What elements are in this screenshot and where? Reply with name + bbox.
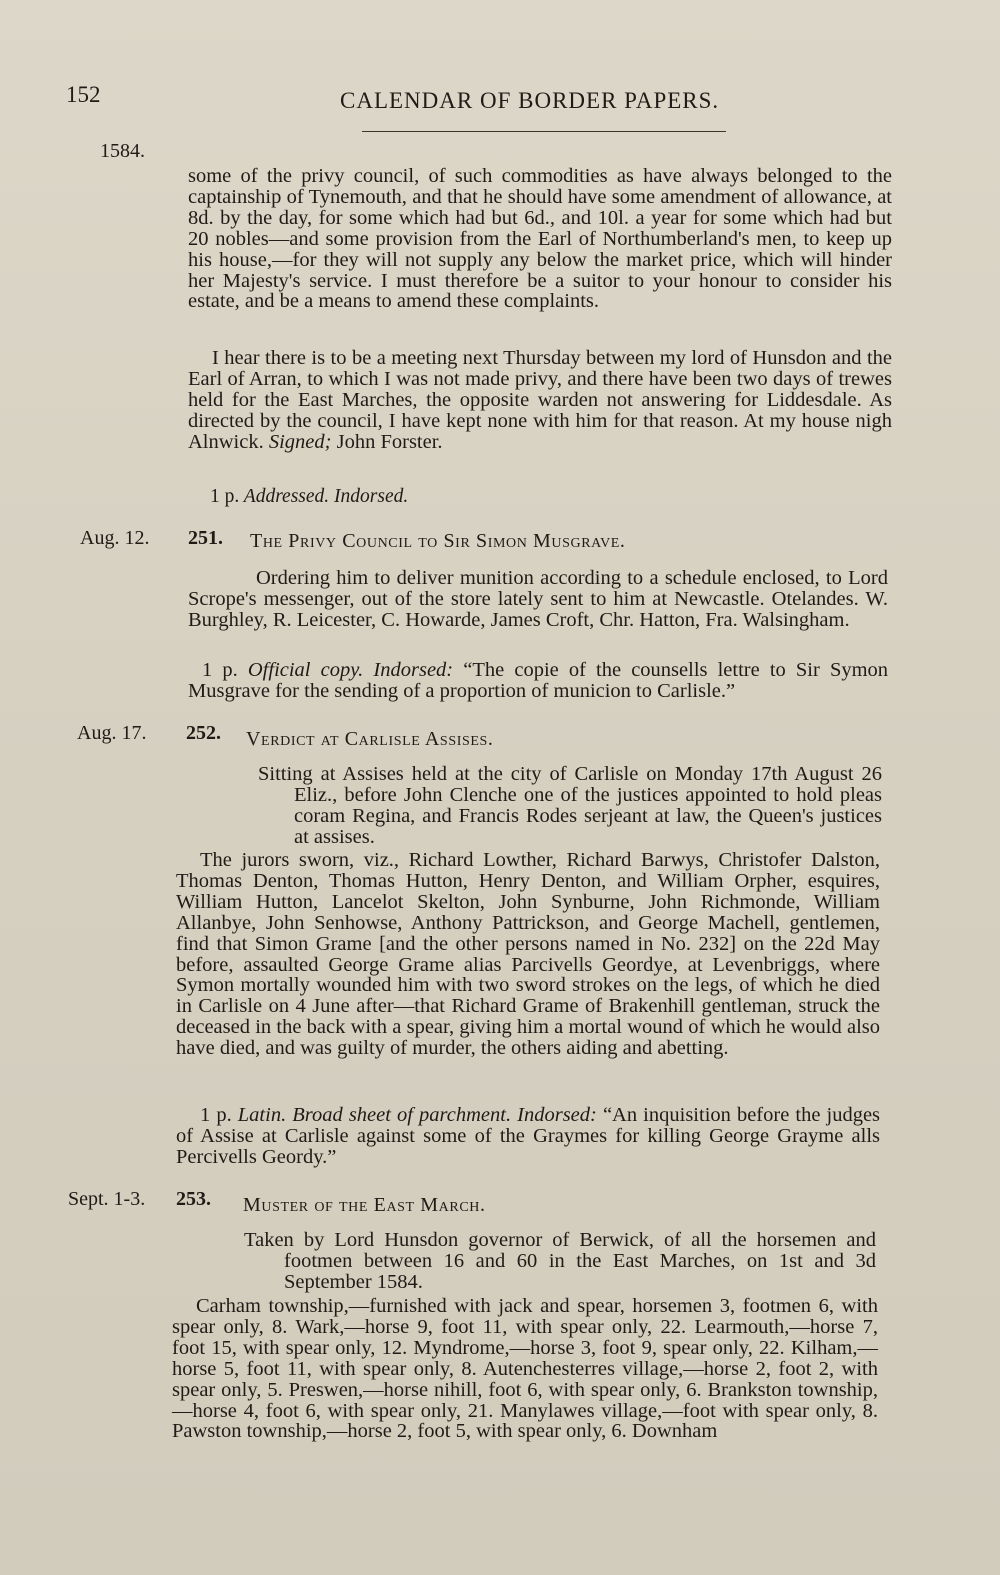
page-number: 152: [66, 82, 101, 107]
margin-year: 1584.: [100, 140, 145, 162]
signed-label: Signed;: [268, 430, 332, 453]
entry-252-body: The jurors sworn, viz., Richard Lowther, Richard Barwys, Christofer Dalston, Thomas Denton, Thomas Hutton, Henry Denton, and William Orpher, esquires, William Hutton, Lancelot Skelton, John Synburne, John Richmonde, William Allanbye, John Senhowse, Anthony Pattrickson, and George Machell, gentlemen, find that Simon Grame [and the other persons named in No. 232] on the 22d May before, assaulted George Grame alias Parcivells Geordye, at Levenbriggs, where Symon mortally wounded him with two sword strokes on the legs, of which he died in Carlisle on 4 June after—that Richard Grame of Brakenhill gentleman, struck the deceased in the back with a spear, giving him a mortal wound of which he would also have died, and was guilty of murder, the others aiding and abetting.: [176, 849, 880, 1060]
entry-251-number: 251.: [188, 527, 223, 549]
entry-251-title: The Privy Council to Sir Simon Musgrave.: [250, 530, 626, 552]
entry-252-note-label: Latin. Broad sheet of parchment. Indorsed:: [237, 1104, 597, 1126]
intro-note-text: Addressed. Indorsed.: [243, 486, 409, 507]
intro-note: [210, 487, 890, 508]
entry-251-note-quote: “The copie of the counsells lettre to Sir Symon Musgrave for the sending of a proportion of municion to Carlisle.”: [188, 659, 889, 702]
signed-name: John Forster.: [336, 430, 443, 453]
entry-253-body: Carham township,—furnished with jack and spear, horsemen 3, footmen 6, with spear only, 8. Wark,—horse 9, foot 11, with spear only, 22. Learmouth,—horse 7, foot 15, with spear only, 12. Myndrome,—horse 3, foot 9, spear only, 22. Kilham,—horse 5, foot 11, with spear only, 8. Autenchesterres village,—horse 2, foot 2, with spear only, 5. Preswen,—horse nihill, foot 6, with spear only, 6. Brankston township,—horse 4, foot 6, with spear only, 21. Manylawes village,—foot with spear only, 8. Pawston township,—horse 2, foot 5, with spear only, 6. Downham: [172, 1295, 878, 1443]
entry-252-note-prefix: 1 p.: [200, 1104, 232, 1126]
entry-252-note: [176, 1105, 880, 1168]
intro-note-pages: 1 p.: [210, 486, 240, 507]
header-rule: [362, 131, 726, 132]
intro-paragraph-2-text: I hear there is to be a meeting next Thursday between my lord of Hunsdon and the Earl of Arran, to which I was not made privy, and there have been two days of trewes held for the East Marches, the opposite warden not answering for Liddesdale. As directed by the council, I have kept none with him for that reason. At my house nigh Alnwick.: [188, 347, 892, 453]
entry-253-title: Muster of the East March.: [243, 1194, 486, 1216]
entry-253-date: Sept. 1-3.: [68, 1188, 146, 1210]
entry-252-date: Aug. 17.: [77, 722, 147, 744]
running-title: CALENDAR OF BORDER PAPERS.: [340, 88, 720, 113]
entry-253-number: 253.: [176, 1188, 211, 1210]
intro-paragraph-2: [188, 348, 892, 453]
entry-251-note: [188, 660, 888, 702]
intro-paragraph-1: some of the privy council, of such commodities as have always belonged to the captainship of Tynemouth, and that he should have some amendment of allowance, at 8d. by the day, for some which had but 6d., and 10l. a year for some which had but 20 nobles—and some provision from the Earl of Northumberland's men, to keep up his house,—for they will not supply any below the market price, which will hinder her Majesty's service. I must therefore be a suitor to your honour to consider his estate, and be a means to amend these complaints.: [188, 165, 892, 313]
entry-251-note-label: Official copy. Indorsed:: [247, 659, 454, 681]
entry-251-date: Aug. 12.: [80, 527, 150, 549]
entry-251-note-prefix: 1 p.: [202, 659, 238, 681]
entry-252-intro: Sitting at Assises held at the city of Carlisle on Monday 17th August 26 Eliz., before John Clenche one of the justices appointed to hold pleas coram Regina, and Francis Rodes serjeant at law, the Queen's justices at assises.: [258, 763, 882, 848]
entry-252-number: 252.: [186, 722, 221, 744]
entry-252-title: Verdict at Carlisle Assises.: [246, 728, 494, 750]
entry-251-body: Ordering him to deliver munition according to a schedule enclosed, to Lord Scrope's messenger, out of the store lately sent to him at Newcastle. Otelandes. W. Burghley, R. Leicester, C. Howarde, James Croft, Chr. Hatton, Fra. Walsingham.: [188, 567, 888, 631]
entry-252-note-quote: “An inquisition before the judges of Assise at Carlisle against some of the Graymes for killing George Grayme alls Percivells Geordy.”: [176, 1104, 881, 1168]
entry-253-intro: Taken by Lord Hunsdon governor of Berwick, of all the horsemen and footmen between 16 and 60 in the East Marches, on 1st and 3d September 1584.: [244, 1229, 876, 1293]
